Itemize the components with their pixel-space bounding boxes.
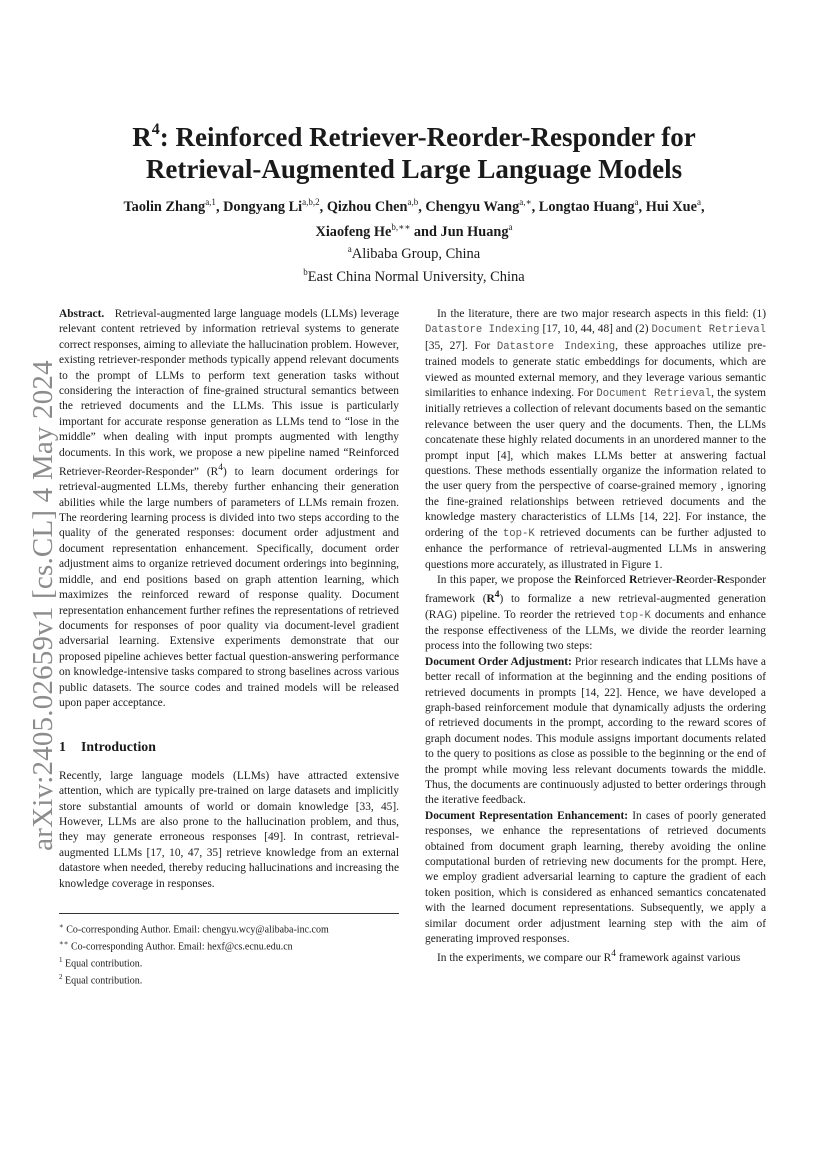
code-term: Datastore Indexing [496,340,616,353]
text-run: , the system initially retrieves a collection of relevant documents based on the semantic relevance between the user query and the documents. Then, the LLMs concatenate these highly related documents in an unordered manner to the prompt input [4], which makes LLMs better at answering factual questions. These methods essentially organize the information related to the user query from the perspective of coarse-grained memory , ignoring the fine-grained relationships between retrieved documents and the knowledge mastery characteristics of LLMs [14, 22]. For instance, the ordering of the [425,387,766,539]
text-run: Prior research indicates that LLMs have a better recall of information at the beginning and the ending positions of retrieved documents in prompts [14, 22]. Hence, we have developed a graph-based reinforcement module that dynamically adjusts the ordering of retrieved documents in the prompt, according to the reward scores of graph document nodes. This module assigns important documents related to the query to positions as close as possible to the beginning or the end of the prompt while moving less relevant documents towards the middle. Thus, the documents are continuously adjusted to better orderings through the iterative feedback. [425,655,766,807]
bold-initial: R [716,573,725,586]
author-sup: b,∗∗ [391,221,411,232]
text-run: eorder- [683,573,717,586]
body-paragraph-representation [425,809,766,948]
abstract-label: Abstract. [59,308,105,320]
footnote [59,954,399,971]
text-run: retrieved documents can be further adjusted to enhance the performance of retrieval-augmented LLMs in answering questions more accurately, as illustrated in Figure 1. [425,526,766,571]
author-list: Taolin Zhang$^{a,1}$, Dongyang Li$^{a,b,2}$, Qizhou Chen$^{a,b}$, Chengyu Wang$^{a,∗}$, Longtao Huang$^a$, Hui Xue$^a$, Xiaofeng $He^{b,∗∗}$ and Jun Huang$^a$ [123,197,705,240]
affiliations [200,240,628,286]
bold-initial: R [574,573,583,586]
arxiv-sidebar-stamp [26,360,60,850]
text-run: ) to formalize a new retrieval-augmented generation (RAG) pipeline. To reorder the retrieved [425,593,766,621]
body-paragraph-experiments [425,947,766,966]
author-sup: a [634,197,639,207]
author-sup: a,∗ [519,197,532,207]
author-conjunction: and [413,223,437,240]
code-term: top-K [502,527,535,540]
author-name: Qizhou Chen [326,198,408,215]
author-name: Chengyu Wang [425,198,520,215]
text-run: In this paper, we propose the [437,573,575,586]
affiliation-text: Alibaba Group, China [351,245,481,262]
bold-sup: 4 [494,590,500,601]
code-term: Document Retrieval [596,388,712,401]
body-paragraph-order-adjustment [425,655,766,809]
text-run: , these approaches utilize pre-trained models to generate static embeddings for documents, which are viewed as mounted external memory, and they leverage various semantic similarities to enhance indexing. For [425,339,766,400]
paper-title [70,116,758,185]
arxiv-identifier: arXiv:2405.02659v1 [cs.CL] 4 May 2024 [26,359,59,851]
author-sup: a [696,197,701,207]
footnotes [59,920,399,988]
code-term: Datastore Indexing [425,324,540,337]
author-name: Hui Xue [645,198,697,215]
abstract-r4-sup: 4 [218,463,223,474]
footnote-mark: ∗ [59,922,64,930]
author-name: Xiaofeng He [315,223,392,240]
text-run: framework against various [616,952,741,965]
footnote [59,971,399,988]
footnote-text: Equal contribution. [65,975,143,987]
abstract [59,307,399,711]
code-term: Document Retrieval [651,324,767,337]
author-name: Dongyang Li [223,198,303,215]
abstract-text-1: Retrieval-augmented large language models (LLMs) leverage relevant content retrieved by information retrieval systems to generate correct responses, aiming to alleviate the hallucination problem. However, existing retriever-responder methods typically append relevant documents to the prompt of LLMs to perform text generation tasks without considering the interaction of fine-grained structural semantics between the retrieved documents and the LLMs. This issue is particularly important for accurate response generation as LLMs tend to “lose in the middle” when dealing with input prompts augmented with lengthy documents. In this work, we propose a new pipeline named “Reinforced Retriever-Reorder-Responder” (R [59,308,399,478]
text-run: [35, 27]. For [425,339,497,352]
author-sup: a [508,221,513,232]
text-run: [17, 10, 44, 48] and (2) [539,323,652,336]
footnote-mark: 2 [59,972,63,981]
affiliation-sup: a [347,244,352,254]
footnote-mark: ∗∗ [59,938,69,947]
footnote-text: Equal contribution. [65,958,143,970]
bold-initial: R [675,573,684,586]
title-line-2: Retrieval-Augmented Large Language Models [145,154,683,184]
footnote-rule [59,913,399,914]
paragraph-label: Document Representation Enhancement: [425,809,629,822]
body-paragraph-literature [425,307,766,573]
author-name: Jun Huang [440,223,509,240]
footnote-mark: 1 [59,955,63,964]
text-run: In cases of poorly generated responses, we enhance the representations of retrieved documents obtained from document graph learning, thereby avoiding the online computational burden of retrieving new documents for the prompt. Here, we employ gradient adversarial learning to capture the gradient of each token position, which is considered as enhanced semantics concatenated with the learned document representations. Subsequently, we apply a similar document order adjustment learning step with the aim of generating improved responses. [425,809,766,946]
footnote [59,937,399,954]
right-column [425,307,766,967]
author-sup: a,b [407,197,419,207]
footnote-text: Co-corresponding Author. Email: chengyu.wcy@alibaba-inc.com [66,924,329,936]
left-column [59,307,399,892]
footnote-text: Co-corresponding Author. Email: hexf@cs.ecnu.edu.cn [71,941,293,953]
author-name: Longtao Huang [538,198,635,215]
affiliation-b [200,263,628,286]
text-run: etriever- [637,573,676,586]
text-sup: 4 [611,949,617,960]
author-sup: a,b,2 [302,197,320,207]
paragraph-label: Document Order Adjustment: [425,655,572,668]
intro-paragraph-1: Recently, large language models (LLMs) have attracted extensive attention, which are typically pre-trained on large datasets and implicitly store substantial amounts of world or domain knowledge [33, 45]. However, LLMs are also prone to the hallucination problem, and thus, they may generate erroneous responses [49]. In contrast, retrieval-augmented LLMs [17, 10, 47, 35] retrieve knowledge from an external datastore when needed, thereby reducing hallucinations and increasing the knowledge coverage in responses. [59,769,399,890]
title-rest: : Reinforced Retriever-Reorder-Responder for [159,122,696,152]
footnote [59,920,399,937]
abstract-text-2: ) to learn document orderings for retrieval-augmented LLMs, thereby further enhancing their generation abilities while the large numbers of parameters of LLMs remain frozen. The reordering learning process is divided into two steps according to the quality of the generated responses: document order adjustment and document representation enhancement. Specifically, document order adjustment aims to organize retrieved document orderings into beginning, middle, and end positions based on graph attention learning, which maximizes the reinforced reward of response quality. Document representation enhancement further refines the representations of retrieved documents for responses of poor quality via document-level gradient adversarial learning. Extensive experiments demonstrate that our proposed pipeline achieves better factual question-answering performance on knowledge-intensive tasks compared to strong baselines across various public datasets. The source codes and trained models will be released upon paper acceptance. [59,465,399,709]
affiliation-a [200,240,628,263]
section-heading-introduction [59,739,399,754]
title-r: R [132,122,152,152]
title-r-sup: 4 [151,121,160,138]
text-run: In the literature, there are two major research aspects in this field: (1) [437,308,766,320]
affiliation-sup: b [303,266,308,277]
title-line-1 [70,116,758,153]
body-paragraph-proposal [425,573,766,655]
author-name: Taolin Zhang [123,198,206,215]
section-number: 1 [59,739,66,755]
text-run: In the experiments, we compare our R [437,952,612,965]
author-sup: a,1 [205,197,216,207]
bold-initial: R [629,573,638,586]
bold-initial: R [486,593,495,606]
affiliation-text: East China Normal University, China [307,268,525,285]
text-run: documents and enhance the response effectiveness of the LLMs, we divide the reorder learning process into the following two steps: [425,608,766,653]
text-run: esponder framework ( [425,573,766,606]
section-title: Introduction [81,739,156,755]
text-run: einforced [582,573,630,586]
code-term: top-K [619,609,651,622]
